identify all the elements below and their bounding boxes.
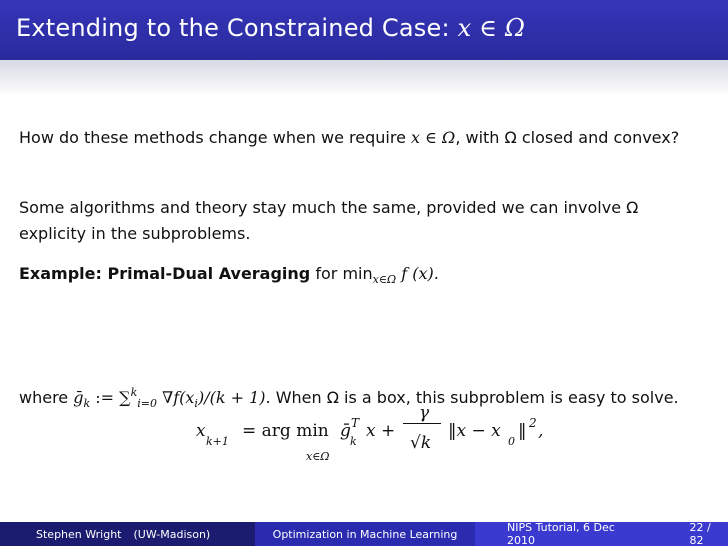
eq-lhs: x bbox=[196, 421, 206, 441]
title-math: x ∈ Ω bbox=[457, 14, 526, 42]
slide-footer bbox=[0, 522, 728, 546]
example-label: Example: Primal-Dual Averaging bbox=[19, 264, 311, 283]
eq-sqrt: √k bbox=[410, 433, 432, 453]
p4-gsub: k bbox=[83, 397, 91, 410]
eq-gamma: γ bbox=[419, 403, 430, 423]
p4-grad: ∇f(x bbox=[162, 388, 195, 407]
p3-text: for min bbox=[315, 264, 373, 283]
p3-sub: x∈Ω bbox=[372, 273, 397, 286]
p4-text-a: where bbox=[19, 388, 69, 407]
slide-header bbox=[0, 0, 728, 60]
footer-venue: NIPS Tutorial, 6 Dec 2010 bbox=[507, 521, 615, 547]
p1-text-b: , with Ω closed and convex? bbox=[455, 128, 680, 147]
p1-math: x ∈ Ω bbox=[411, 128, 456, 147]
footer-venue-block bbox=[475, 522, 728, 546]
eq-norm-sub: 0 bbox=[508, 435, 515, 448]
eq-comma: , bbox=[538, 421, 544, 441]
eq-fraction-bar bbox=[403, 423, 441, 424]
p4-text-b: When Ω is a box, this subproblem is easy to solve. bbox=[275, 388, 679, 407]
eq-argmin: = arg min bbox=[242, 421, 329, 441]
eq-g-sup: T bbox=[351, 416, 360, 430]
eq-min-sub: x∈Ω bbox=[306, 450, 330, 463]
p4-gbar: ḡ bbox=[73, 388, 84, 407]
eq-g-sub: k bbox=[350, 435, 357, 448]
p4-isub: i bbox=[194, 397, 198, 410]
eq-norm: ‖x − x bbox=[448, 421, 501, 441]
eq-norm-tail: ‖ bbox=[518, 421, 527, 441]
footer-page-number: 22 / 82 bbox=[689, 521, 711, 547]
p4-def: := ∑ bbox=[95, 388, 131, 407]
eq-x: x + bbox=[366, 421, 396, 441]
eq-gbar: ḡ bbox=[340, 421, 351, 441]
p4-sumsup: k bbox=[130, 386, 138, 399]
footer-author-block bbox=[0, 522, 255, 546]
p4-sumsub: i=0 bbox=[137, 397, 157, 410]
footer-affiliation: (UW-Madison) bbox=[133, 527, 211, 541]
footer-title-block bbox=[255, 522, 475, 546]
p3-math: f (x). bbox=[401, 264, 439, 283]
paragraph-where bbox=[19, 380, 704, 417]
header-shadow bbox=[0, 60, 728, 96]
p1-text-a: How do these methods change when we require bbox=[19, 128, 406, 147]
footer-author: Stephen Wright bbox=[36, 527, 122, 541]
eq-norm-sup: 2 bbox=[529, 416, 537, 430]
update-equation bbox=[196, 403, 616, 490]
paragraph-example bbox=[19, 261, 704, 293]
p4-tail: )/(k + 1). bbox=[197, 388, 271, 407]
paragraph-question bbox=[19, 125, 704, 151]
title-text: Extending to the Constrained Case: bbox=[16, 14, 450, 42]
slide-title bbox=[16, 14, 525, 42]
paragraph-algorithms: Some algorithms and theory stay much the same, provided we can involve Ω explicity in the subproblems. bbox=[19, 198, 639, 243]
eq-lhs-sub: k+1 bbox=[206, 435, 229, 448]
footer-talk-title: Optimization in Machine Learning bbox=[272, 527, 458, 541]
